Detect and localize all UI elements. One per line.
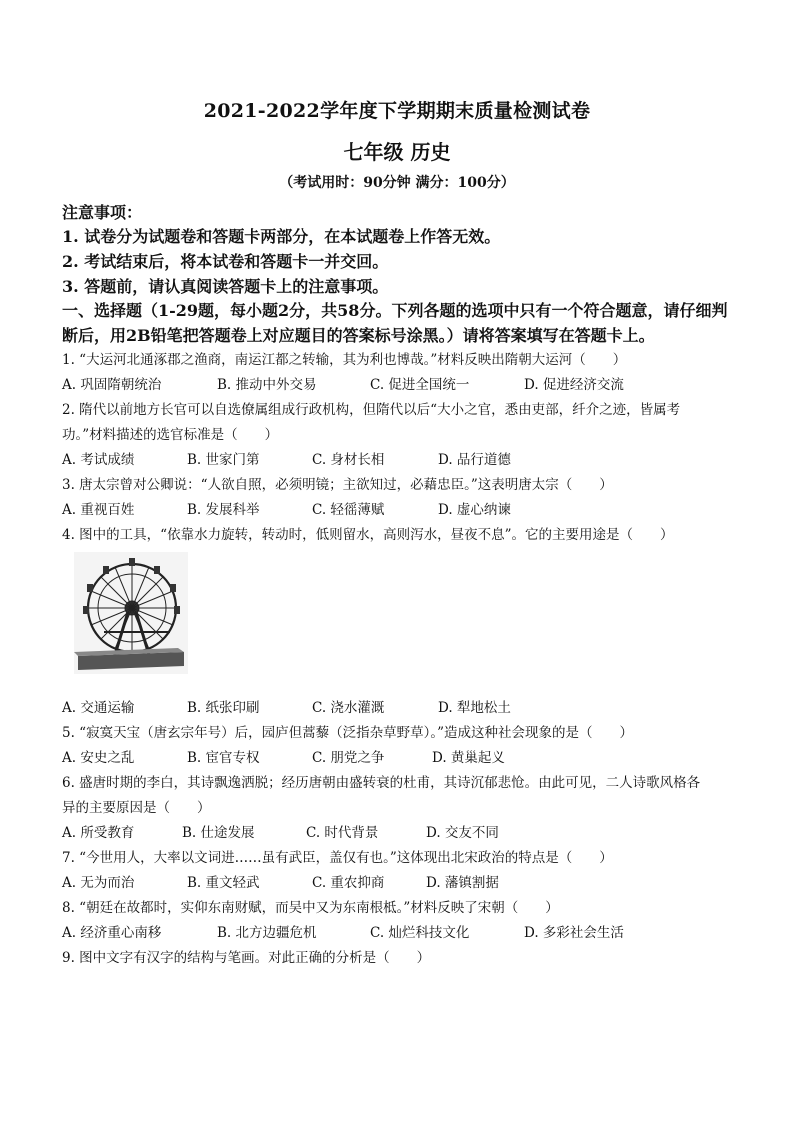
- option-b: B. 重文轻武: [187, 875, 260, 891]
- option-b: B. 世家门第: [187, 452, 260, 468]
- question-9: 9. 图中文字有汉字的结构与笔画。对此正确的分析是（ ）: [62, 950, 431, 966]
- option-a: A. 重视百姓: [62, 502, 135, 518]
- option-d: D. 交友不同: [426, 825, 499, 841]
- question-8: 8. “朝廷在故都时，实仰东南财赋，而吴中又为东南根柢。”材料反映了宋朝（ ）: [62, 900, 559, 916]
- question-6: 6. 盛唐时期的李白，其诗飘逸洒脱；经历唐朝由盛转衰的杜甫，其诗沉郁悲怆。由此可见，二人诗歌风格各: [62, 775, 701, 791]
- exam-title: 2021-2022学年度下学期期末质量检测试卷: [203, 100, 591, 122]
- option-a: A. 无为而治: [62, 875, 135, 891]
- notice-heading: 注意事项：: [62, 203, 143, 222]
- option-c: C. 轻徭薄赋: [312, 502, 385, 518]
- option-a: A. 考试成绩: [62, 452, 135, 468]
- option-c: C. 朋党之争: [312, 750, 385, 766]
- question-2-cont: 功。”材料描述的选官标准是（ ）: [62, 427, 279, 443]
- grade-subject: 七年级 历史: [343, 140, 451, 164]
- option-a: A. 巩固隋朝统治: [62, 377, 162, 393]
- option-d: D. 藩镇割据: [426, 875, 499, 891]
- waterwheel-icon: [74, 552, 188, 674]
- option-b: B. 宦官专权: [187, 750, 260, 766]
- option-a: A. 所受教育: [62, 825, 135, 841]
- notice-item: 1. 试卷分为试题卷和答题卡两部分，在本试题卷上作答无效。: [62, 227, 501, 246]
- option-b: B. 纸张印刷: [187, 700, 260, 716]
- option-a: A. 经济重心南移: [62, 925, 162, 941]
- question-1: 1. “大运河北通涿郡之渔商，南运江都之转输，其为利也博哉。”材料反映出隋朝大运河（ ）: [62, 352, 627, 368]
- question-3: 3. 唐太宗曾对公卿说：“人欲自照，必须明镜；主欲知过，必藉忠臣。”这表明唐太宗（ ）: [62, 477, 613, 493]
- option-b: B. 仕途发展: [182, 825, 255, 841]
- notice-item: 3. 答题前，请认真阅读答题卡上的注意事项。: [62, 277, 389, 296]
- question-7: 7. “今世用人，大率以文词进……虽有武臣，盖仅有也。”这体现出北宋政治的特点是（ ）: [62, 850, 613, 866]
- section-instructions: 一、选择题（1-29题，每小题2分，共58分。下列各题的选项中只有一个符合题意，请仔细判: [62, 301, 728, 320]
- option-a: A. 交通运输: [62, 700, 135, 716]
- option-c: C. 重农抑商: [312, 875, 385, 891]
- option-d: D. 犁地松土: [438, 700, 511, 716]
- option-d: D. 促进经济交流: [524, 377, 624, 393]
- option-d: D. 虚心纳谏: [438, 502, 511, 518]
- option-d: D. 黄巢起义: [432, 750, 505, 766]
- question-2: 2. 隋代以前地方长官可以自选僚属组成行政机构，但隋代以后“大小之官，悉由吏部，纤介之迹，皆属考: [62, 402, 681, 418]
- question-4: 4. 图中的工具，“依靠水力旋转，转动时，低则留水，高则泻水，昼夜不息”。它的主要用途是（ ）: [62, 527, 674, 543]
- option-c: C. 灿烂科技文化: [370, 925, 470, 941]
- question-5: 5. “寂寞天宝（唐玄宗年号）后，园庐但蒿藜（泛指杂草野草）。”造成这种社会现象的是（ ）: [62, 725, 633, 741]
- section-instructions: 断后，用2B铅笔把答题卷上对应题目的答案标号涂黑。）请将答案填写在答题卡上。: [62, 326, 655, 345]
- option-c: C. 时代背景: [306, 825, 379, 841]
- exam-info: （考试用时：90分钟 满分：100分）: [279, 175, 515, 191]
- option-c: C. 身材长相: [312, 452, 385, 468]
- question-6-cont: 异的主要原因是（ ）: [62, 800, 211, 816]
- notice-item: 2. 考试结束后，将本试卷和答题卡一并交回。: [62, 252, 389, 271]
- option-b: B. 北方边疆危机: [217, 925, 317, 941]
- option-d: D. 多彩社会生活: [524, 925, 624, 941]
- option-b: B. 发展科举: [187, 502, 260, 518]
- option-b: B. 推动中外交易: [217, 377, 317, 393]
- option-c: C. 浇水灌溉: [312, 700, 385, 716]
- option-c: C. 促进全国统一: [370, 377, 470, 393]
- option-a: A. 安史之乱: [62, 750, 135, 766]
- option-d: D. 品行道德: [438, 452, 511, 468]
